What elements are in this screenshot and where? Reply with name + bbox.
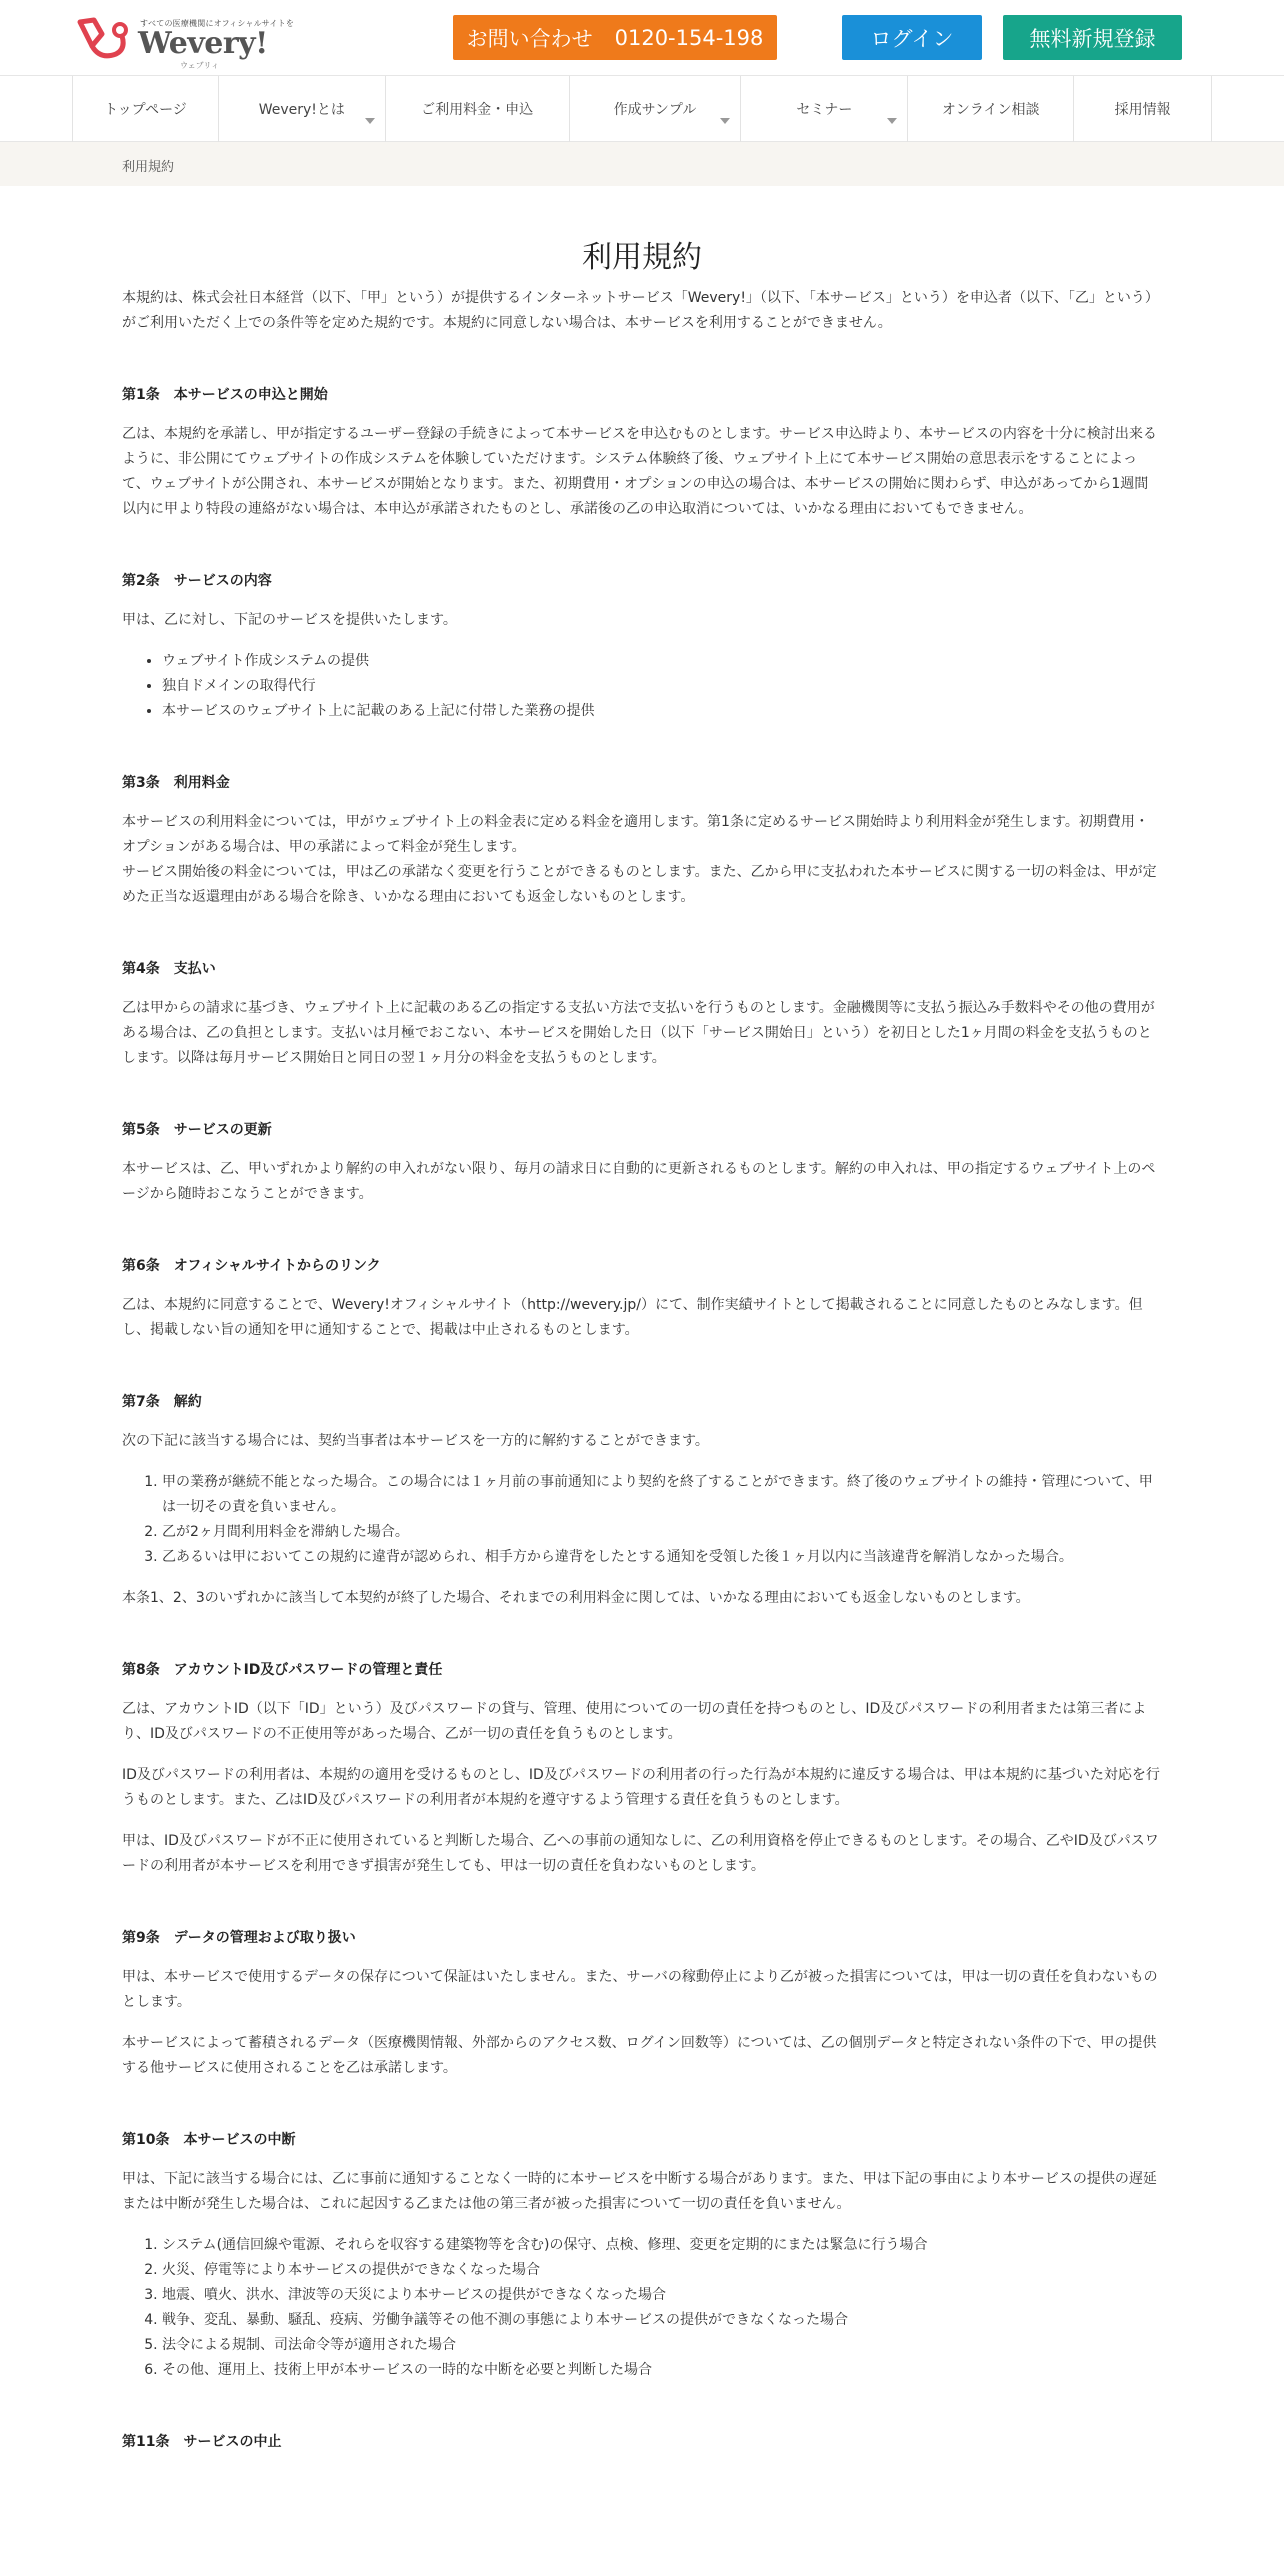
nav-item-label: ご利用料金・申込	[421, 102, 534, 118]
list-item: • 独自ドメインの取得代行	[162, 674, 1162, 699]
article-paragraph: 甲は、ID及びパスワードが不正に使用されていると判断した場合、乙への事前の通知なしに、乙の利用資格を停止できるものとします。その場合、乙やID及びパスワードの利用者が本サービスを利用できず損害が発生しても、甲は一切の責任を負わないものとします。	[122, 1833, 1159, 1874]
register-button[interactable]: 無料新規登録	[1003, 15, 1182, 60]
list-item: • 本サービスのウェブサイト上に記載のある上記に付帯した業務の提供	[162, 699, 1162, 724]
list-item: 2. 乙が2ヶ月間利用料金を滞納した場合。	[162, 1520, 1162, 1545]
article-paragraph: 甲は、乙に対し、下記のサービスを提供いたします。	[122, 612, 457, 628]
article-paragraph: 乙は甲からの請求に基づき、ウェブサイト上に記載のある乙の指定する支払い方法で支払いを行うものとします。金融機関等に支払う振込み手数料やその他の費用がある場合は、乙の負担とします。支払いは月極でおこない、本サービスを開始した日（以下「サービス開始日」という）を初日とした1ヶ月間の料金を支払うものとします。以降は毎月サービス開始日と同日の翌１ヶ月分の料金を支払うものとします。	[122, 1000, 1155, 1066]
contact-tel: 0120-154-198	[614, 25, 764, 50]
logo-tagline: すべての医療機関にオフィシャルサイトを	[140, 19, 295, 28]
list-item: 1. 甲の業務が継続不能となった場合。この場合には１ヶ月前の事前通知により契約を終了することができます。終了後のウェブサイトの維持・管理について、甲は一切その責を負いません。	[162, 1470, 1162, 1520]
nav-item-6[interactable]	[908, 76, 1074, 142]
article-heading: 第6条 オフィシャルサイトからのリンク	[122, 1258, 381, 1274]
stethoscope-logo-icon	[72, 16, 132, 64]
article-paragraph: 本サービスによって蓄積されるデータ（医療機関情報、外部からのアクセス数、ログイン回数等）については、乙の個別データと特定されない条件の下で、甲の提供する他サービスに使用されることを乙は承諾します。	[122, 2035, 1157, 2076]
list-item: 4. 戦争、変乱、暴動、騒乱、疫病、労働争議等その他不測の事態により本サービスの提供ができなくなった場合	[162, 2308, 1162, 2333]
article-heading: 第11条 サービスの中止	[122, 2434, 282, 2450]
nav-item-1[interactable]	[73, 76, 219, 142]
contact-label: お問い合わせ	[466, 26, 593, 51]
nav-item-label: 採用情報	[1114, 102, 1171, 118]
article-bullet-list	[162, 649, 1162, 724]
list-item: • ウェブサイト作成システムの提供	[162, 649, 1162, 674]
nav-item-2[interactable]	[219, 76, 386, 142]
article-paragraph: 乙は、本規約に同意することで、Wevery!オフィシャルサイト（http://wevery.jp/）にて、制作実績サイトとして掲載されることに同意したものとみなします。但し、掲載しない旨の通知を甲に通知することで、掲載は中止されるものとします。	[122, 1297, 1143, 1338]
article-heading: 第5条 サービスの更新	[122, 1122, 272, 1138]
nav-item-label: オンライン相談	[941, 102, 1040, 118]
article-paragraph: 甲は、下記に該当する場合には、乙に事前に通知することなく一時的に本サービスを中断する場合があります。また、甲は下記の事由により本サービスの提供の遅延または中断が発生した場合は、これに起因する乙または他の第三者が被った損害について一切の責任を負いません。	[122, 2171, 1157, 2212]
logo-reading: ウェブリィ	[180, 61, 220, 70]
nav-item-label: 作成サンプル	[613, 102, 697, 118]
nav-item-7[interactable]	[1074, 76, 1212, 142]
global-nav	[0, 76, 1284, 142]
logo-text: Wevery!	[138, 26, 268, 61]
nav-item-4[interactable]	[570, 76, 742, 142]
nav-list	[72, 76, 1212, 142]
article-heading: 第9条 データの管理および取り扱い	[122, 1930, 356, 1946]
caret-down-icon	[887, 118, 897, 124]
article-paragraph: ID及びパスワードの利用者は、本規約の適用を受けるものとし、ID及びパスワードの利用者の行った行為が本規約に違反する場合は、甲は本規約に基づいた対応を行うものとします。また、乙はID及びパスワードの利用者が本規約を遵守するよう管理する責任を負うものとします。	[122, 1767, 1160, 1808]
nav-item-5[interactable]	[741, 76, 908, 142]
site-header	[0, 0, 1284, 76]
article-paragraph: 次の下記に該当する場合には、契約当事者は本サービスを一方的に解約することができます。	[122, 1433, 709, 1449]
article-heading: 第10条 本サービスの中断	[122, 2132, 296, 2148]
breadcrumb-current: 利用規約	[122, 160, 175, 175]
nav-item-label: トップページ	[104, 102, 187, 118]
article-paragraph: 本条1、2、3のいずれかに該当して本契約が終了した場合、それまでの利用料金に関しては、いかなる理由においても返金しないものとします。	[122, 1590, 1030, 1606]
list-item: 6. その他、運用上、技術上甲が本サービスの一時的な中断を必要と判断した場合	[162, 2358, 1162, 2383]
article-paragraph: 本サービスの利用料金については，甲がウェブサイト上の料金表に定める料金を適用します。第1条に定めるサービス開始時より利用料金が発生します。初期費用・オプションがある場合は、甲の承諾によって料金が発生します。 サービス開始後の料金については，甲は乙の承諾なく変更を行うことができるものとします。また、乙から甲に支払われた本サービスに関する一切の料金は、甲が定めた正当な返還理由がある場合を除き、いかなる理由においても返金しないものとします。	[122, 814, 1157, 905]
login-button[interactable]: ログイン	[842, 15, 982, 60]
caret-down-icon	[365, 118, 375, 124]
terms-articles	[122, 384, 1162, 2451]
list-item: 5. 法令による規制、司法命令等が適用された場合	[162, 2333, 1162, 2358]
article-paragraph: 乙は、アカウントID（以下「ID」という）及びパスワードの貸与、管理、使用についての一切の責任を持つものとし、ID及びパスワードの利用者または第三者により、ID及びパスワードの不正使用等があった場合、乙が一切の責任を負うものとします。	[122, 1701, 1147, 1742]
article-paragraph: 本サービスは、乙、甲いずれかより解約の申入れがない限り、毎月の請求日に自動的に更新されるものとします。解約の申入れは、甲の指定するウェブサイト上のページから随時おこなうことができます。	[122, 1161, 1156, 1202]
article-numbered-list	[162, 2233, 1162, 2383]
page-title: 利用規約	[582, 240, 702, 275]
nav-item-label: セミナー	[796, 102, 853, 118]
list-item: 2. 火災、停電等により本サービスの提供ができなくなった場合	[162, 2258, 1162, 2283]
nav-item-label: Wevery!とは	[258, 102, 345, 118]
terms-content	[122, 186, 1162, 2469]
article-paragraph: 甲は、本サービスで使用するデータの保存について保証はいたしません。また、サーバの稼動停止により乙が被った損害については，甲は一切の責任を負わないものとします。	[122, 1969, 1158, 2010]
article-heading: 第2条 サービスの内容	[122, 573, 272, 589]
breadcrumb	[0, 142, 1284, 186]
site-logo[interactable]	[72, 12, 295, 70]
list-item: 3. 乙あるいは甲においてこの規約に違背が認められ、相手方から違背をしたとする通知を受領した後１ヶ月以内に当該違背を解消しなかった場合。	[162, 1545, 1162, 1570]
contact-button[interactable]	[453, 15, 777, 60]
article-numbered-list	[162, 1470, 1162, 1570]
article-heading: 第1条 本サービスの申込と開始	[122, 387, 328, 403]
article-heading: 第8条 アカウントID及びパスワードの管理と責任	[122, 1662, 443, 1678]
article-heading: 第3条 利用料金	[122, 775, 230, 791]
caret-down-icon	[720, 118, 730, 124]
terms-intro: 本規約は、株式会社日本経営（以下、「甲」という）が提供するインターネットサービス「Wevery!」（以下、「本サービス」という）を申込者（以下、「乙」という）がご利用いただく上での条件等を定めた規約です。本規約に同意しない場合は、本サービスを利用することができません。	[122, 290, 1159, 331]
list-item: 3. 地震、噴火、洪水、津波等の天災により本サービスの提供ができなくなった場合	[162, 2283, 1162, 2308]
nav-item-3[interactable]	[386, 76, 570, 142]
article-paragraph: 乙は、本規約を承諾し、甲が指定するユーザー登録の手続きによって本サービスを申込むものとします。サービス申込時より、本サービスの内容を十分に検討出来るように、非公開にてウェブサイトの作成システムを体験していただけます。システム体験終了後、ウェブサイト上にて本サービス開始の意思表示をすることによって、ウェブサイトが公開され、本サービスが開始となります。また、初期費用・オプションの申込の場合は、本サービスの開始に関わらず、申込があってから1週間以内に甲より特段の連絡がない場合は、本申込が承諾されたものとし、承諾後の乙の申込取消については、いかなる理由においてもできません。	[122, 426, 1157, 517]
article-heading: 第4条 支払い	[122, 961, 216, 977]
article-heading: 第7条 解約	[122, 1394, 202, 1410]
list-item: 1. システム(通信回線や電源、それらを収容する建築物等を含む)の保守、点検、修理、変更を定期的にまたは緊急に行う場合	[162, 2233, 1162, 2258]
